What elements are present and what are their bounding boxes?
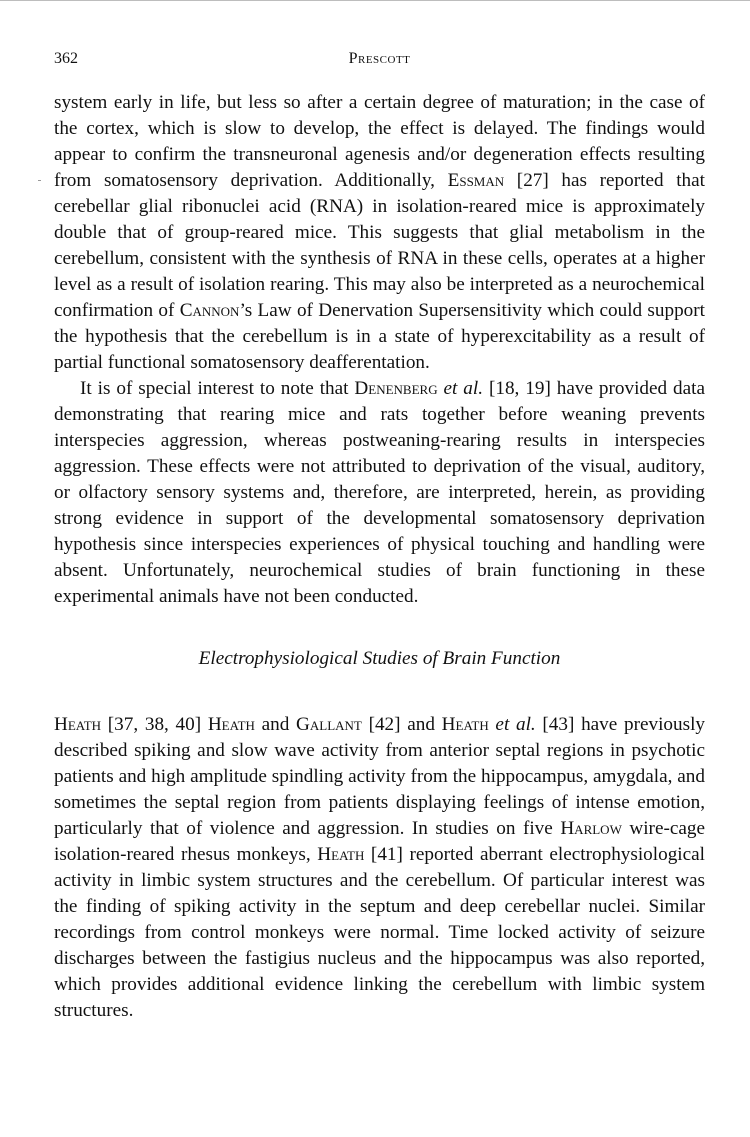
text-run: Cannon [179, 300, 240, 321]
section-heading: Electrophysiological Studies of Brain Function [198, 648, 561, 669]
text-run: [43] have previously described spiking and slow wave activity from anterior septal regions in psychotic patients and high amplitude spindling activity from the hippocampus, amygdala, and sometimes the septal region from patients displaying feelings of intense emotion, particularly that of violence and aggression. In studies on five [54, 714, 705, 839]
text-run: [42] and [361, 714, 442, 735]
text-run: Heath [441, 714, 489, 735]
text-run: [41] reported aberrant electrophysiological activity in limbic system structures and the cerebellum. Of particular interest was the finding of spiking activity in the septum and deep cerebellar nuclei. Similar recordings from control monkeys were normal. Time locked activity of seizure discharges between the fastigius nucleus and the hippocampus was also reported, which provides additional evidence linking the cerebellum with limbic system structures. [54, 844, 705, 1021]
page-number: 362 [54, 50, 78, 67]
text-run: [27] has reported that cerebellar glial ribonuclei acid (RNA) in isolation-reared mice is approximately double that of group-reared mice. This suggests that glial metabolism in the cerebellum, consistent with the synthesis of RNA in these cells, operates at a higher level as a result of isolation rearing. This may also be interpreted as a neurochemical confirmation of [54, 170, 705, 321]
text-run: et al. [488, 714, 536, 735]
text-run: Heath [317, 844, 365, 865]
text-run: Gallant [296, 714, 362, 735]
text-run: Denenberg [354, 378, 438, 399]
paragraph-2 [54, 376, 705, 610]
text-run: system early in life, but less so after a certain degree of maturation; in the case of the cortex, which is slow to develop, the effect is delayed. The findings would appear to confirm the transneuronal agenesis and/or degeneration effects resulting from somatosensory deprivation. Additionally, [54, 92, 705, 191]
text-run: It is of special interest to note that [80, 378, 355, 399]
text-run: Essman [447, 170, 505, 191]
running-title: Prescott [348, 50, 411, 67]
text-run: Heath [54, 714, 102, 735]
top-edge-rule [0, 0, 750, 1]
text-run: wire-cage isolation-reared rhesus monkeys, [54, 818, 705, 865]
running-head [54, 50, 705, 72]
paragraph-3 [54, 712, 705, 1024]
paper-page [54, 50, 705, 1024]
text-run: Harlow [560, 818, 622, 839]
text-run: et al. [437, 378, 484, 399]
margin-mark [38, 180, 41, 181]
text-run: Heath [207, 714, 255, 735]
text-run: [18, 19] have provided data demonstrating that rearing mice and rats together before weaning prevents interspecies aggression, whereas postweaning-rearing results in interspecies aggression. These effects were not attributed to deprivation of the visual, auditory, or olfactory sensory systems and, therefore, are interpreted, herein, as providing strong evidence in support of the developmental somatosensory deprivation hypothesis since interspecies experiences of physical touching and handling were absent. Unfortunately, neurochemical studies of brain functioning in these experimental animals have not been conducted. [54, 378, 706, 607]
body-text [54, 90, 705, 610]
text-run: [37, 38, 40] [101, 714, 208, 735]
text-run: and [254, 714, 297, 735]
paragraph-1 [54, 90, 705, 376]
text-run: ’s Law of Denervation Supersensitivity which could support the hypothesis that the cerebellum is in a state of hyperexcitability as a result of partial functional somatosensory deafferentation. [54, 300, 705, 373]
body-text-section [54, 712, 705, 1024]
